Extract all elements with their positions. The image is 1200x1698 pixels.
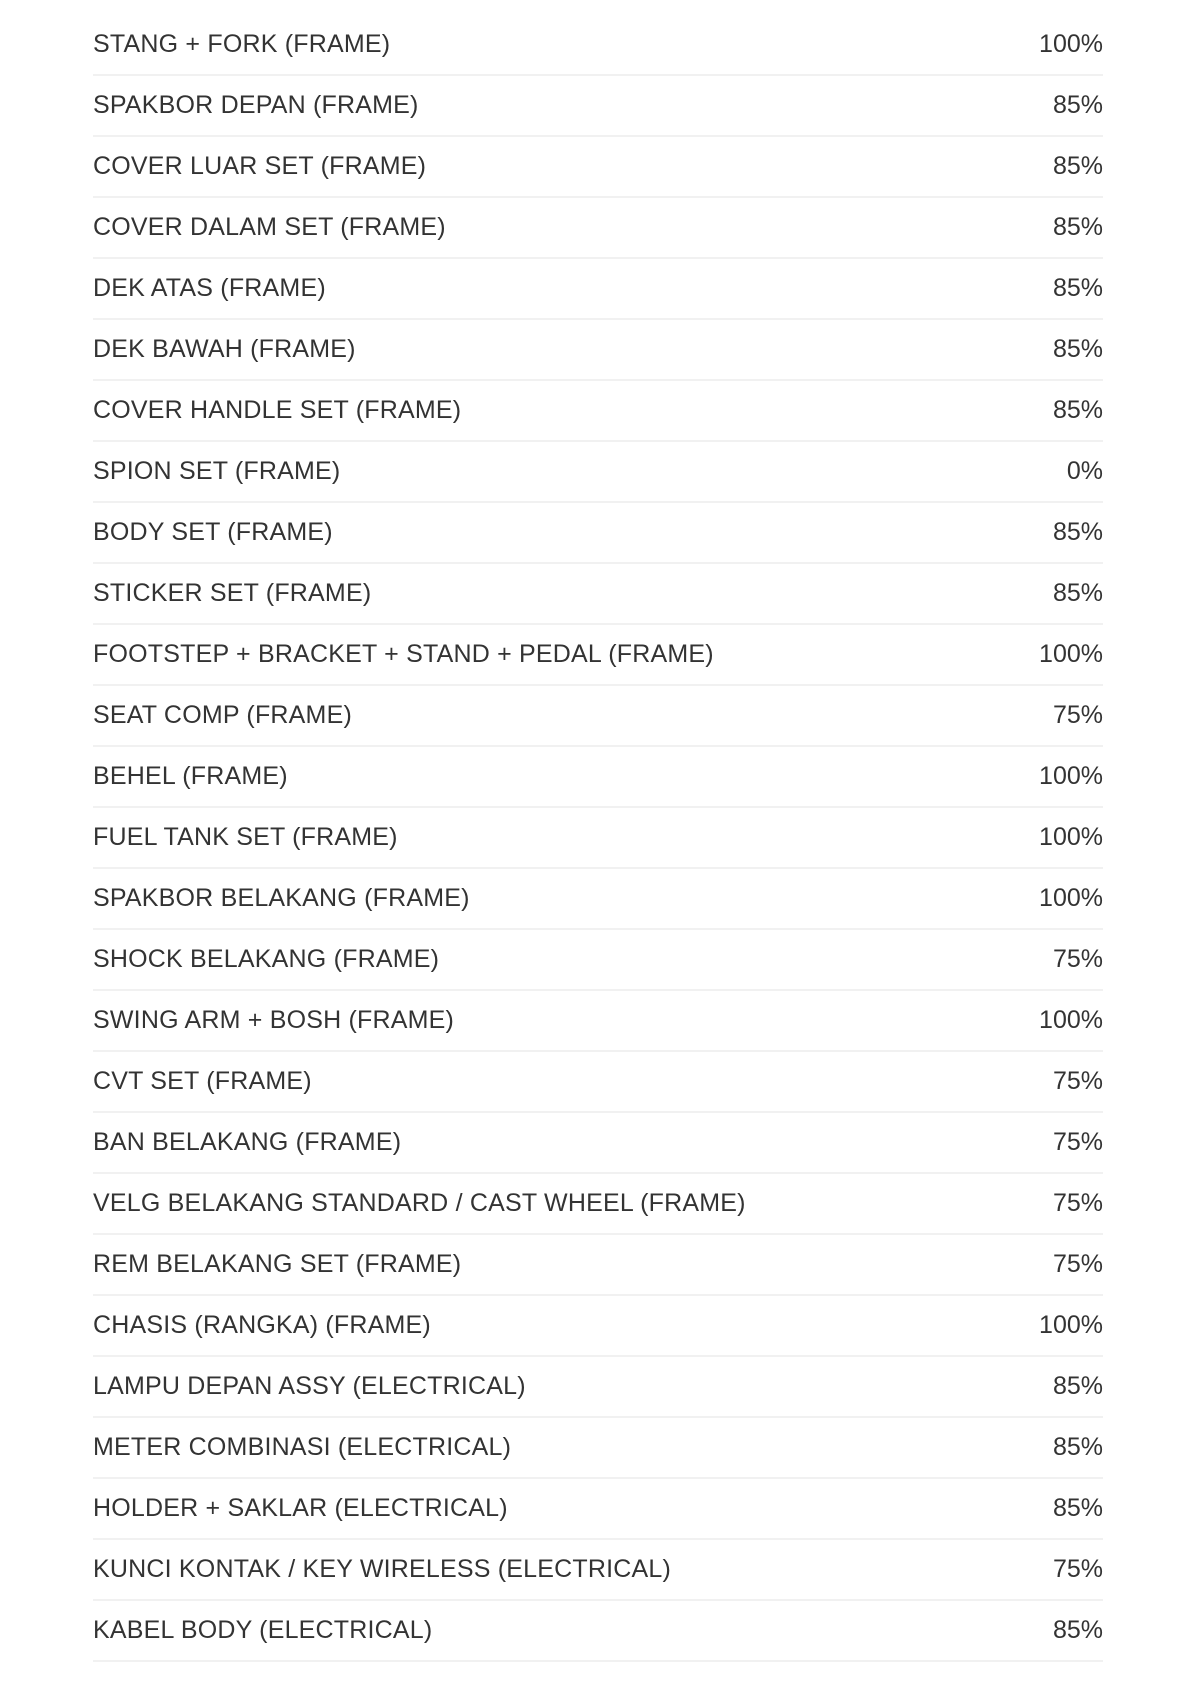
part-condition-percentage: 85% [1052, 152, 1103, 180]
part-row [93, 1357, 1103, 1418]
part-name-label: SHOCK BELAKANG (FRAME) [93, 945, 440, 973]
part-name-label: METER COMBINASI (ELECTRICAL) [93, 1433, 512, 1461]
part-row [93, 1235, 1103, 1296]
part-condition-percentage: 100% [1039, 823, 1103, 851]
part-row [93, 503, 1103, 564]
part-condition-percentage: 75% [1052, 1189, 1103, 1217]
part-condition-percentage: 75% [1052, 945, 1103, 973]
part-condition-percentage: 85% [1052, 335, 1103, 363]
part-name-label: COVER LUAR SET (FRAME) [93, 152, 427, 180]
part-name-label: KUNCI KONTAK / KEY WIRELESS (ELECTRICAL) [93, 1555, 672, 1583]
part-row [93, 1479, 1103, 1540]
part-condition-percentage: 100% [1039, 30, 1103, 58]
part-name-label: BAN BELAKANG (FRAME) [93, 1128, 402, 1156]
part-condition-percentage: 85% [1052, 213, 1103, 241]
part-name-label: STICKER SET (FRAME) [93, 579, 372, 607]
part-condition-percentage: 75% [1052, 701, 1103, 729]
part-row [93, 442, 1103, 503]
part-name-label: DEK BAWAH (FRAME) [93, 335, 356, 363]
part-condition-percentage: 85% [1052, 579, 1103, 607]
part-condition-percentage: 100% [1039, 884, 1103, 912]
part-name-label: SWING ARM + BOSH (FRAME) [93, 1006, 455, 1034]
part-row [93, 1296, 1103, 1357]
part-condition-percentage: 85% [1052, 518, 1103, 546]
part-condition-percentage: 100% [1039, 762, 1103, 790]
parts-condition-checklist [93, 0, 1103, 1662]
part-row [93, 1113, 1103, 1174]
part-name-label: REM BELAKANG SET (FRAME) [93, 1250, 462, 1278]
part-name-label: HOLDER + SAKLAR (ELECTRICAL) [93, 1494, 508, 1522]
part-name-label: FOOTSTEP + BRACKET + STAND + PEDAL (FRAME) [93, 640, 714, 668]
part-row [93, 1052, 1103, 1113]
part-row [93, 625, 1103, 686]
part-condition-percentage: 75% [1052, 1128, 1103, 1156]
part-name-label: FUEL TANK SET (FRAME) [93, 823, 398, 851]
part-name-label: COVER DALAM SET (FRAME) [93, 213, 446, 241]
part-row [93, 320, 1103, 381]
part-condition-percentage: 100% [1039, 1006, 1103, 1034]
part-condition-percentage: 85% [1052, 91, 1103, 119]
part-condition-percentage: 85% [1052, 1372, 1103, 1400]
part-row [93, 15, 1103, 76]
part-name-label: BEHEL (FRAME) [93, 762, 288, 790]
part-row [93, 1540, 1103, 1601]
part-condition-percentage: 100% [1039, 640, 1103, 668]
part-name-label: SPION SET (FRAME) [93, 457, 341, 485]
part-row [93, 198, 1103, 259]
part-condition-percentage: 75% [1052, 1250, 1103, 1278]
part-row [93, 381, 1103, 442]
part-condition-percentage: 100% [1039, 1311, 1103, 1339]
part-name-label: KABEL BODY (ELECTRICAL) [93, 1616, 433, 1644]
part-row [93, 564, 1103, 625]
part-name-label: BODY SET (FRAME) [93, 518, 333, 546]
part-row [93, 686, 1103, 747]
part-condition-percentage: 75% [1052, 1067, 1103, 1095]
part-condition-percentage: 0% [1066, 457, 1103, 485]
part-row [93, 1174, 1103, 1235]
part-row [93, 991, 1103, 1052]
part-row [93, 137, 1103, 198]
part-name-label: CVT SET (FRAME) [93, 1067, 312, 1095]
part-row [93, 747, 1103, 808]
part-name-label: LAMPU DEPAN ASSY (ELECTRICAL) [93, 1372, 526, 1400]
part-name-label: STANG + FORK (FRAME) [93, 30, 391, 58]
part-condition-percentage: 85% [1052, 274, 1103, 302]
part-row [93, 1601, 1103, 1662]
part-row [93, 869, 1103, 930]
part-row [93, 1418, 1103, 1479]
part-name-label: SEAT COMP (FRAME) [93, 701, 352, 729]
part-name-label: COVER HANDLE SET (FRAME) [93, 396, 462, 424]
part-name-label: SPAKBOR DEPAN (FRAME) [93, 91, 419, 119]
part-name-label: VELG BELAKANG STANDARD / CAST WHEEL (FRAME) [93, 1189, 746, 1217]
part-condition-percentage: 85% [1052, 396, 1103, 424]
part-name-label: DEK ATAS (FRAME) [93, 274, 326, 302]
part-condition-percentage: 85% [1052, 1494, 1103, 1522]
part-condition-percentage: 75% [1052, 1555, 1103, 1583]
part-row [93, 930, 1103, 991]
part-row [93, 808, 1103, 869]
part-condition-percentage: 85% [1052, 1616, 1103, 1644]
part-name-label: SPAKBOR BELAKANG (FRAME) [93, 884, 470, 912]
part-condition-percentage: 85% [1052, 1433, 1103, 1461]
part-name-label: CHASIS (RANGKA) (FRAME) [93, 1311, 431, 1339]
part-row [93, 76, 1103, 137]
part-row [93, 259, 1103, 320]
